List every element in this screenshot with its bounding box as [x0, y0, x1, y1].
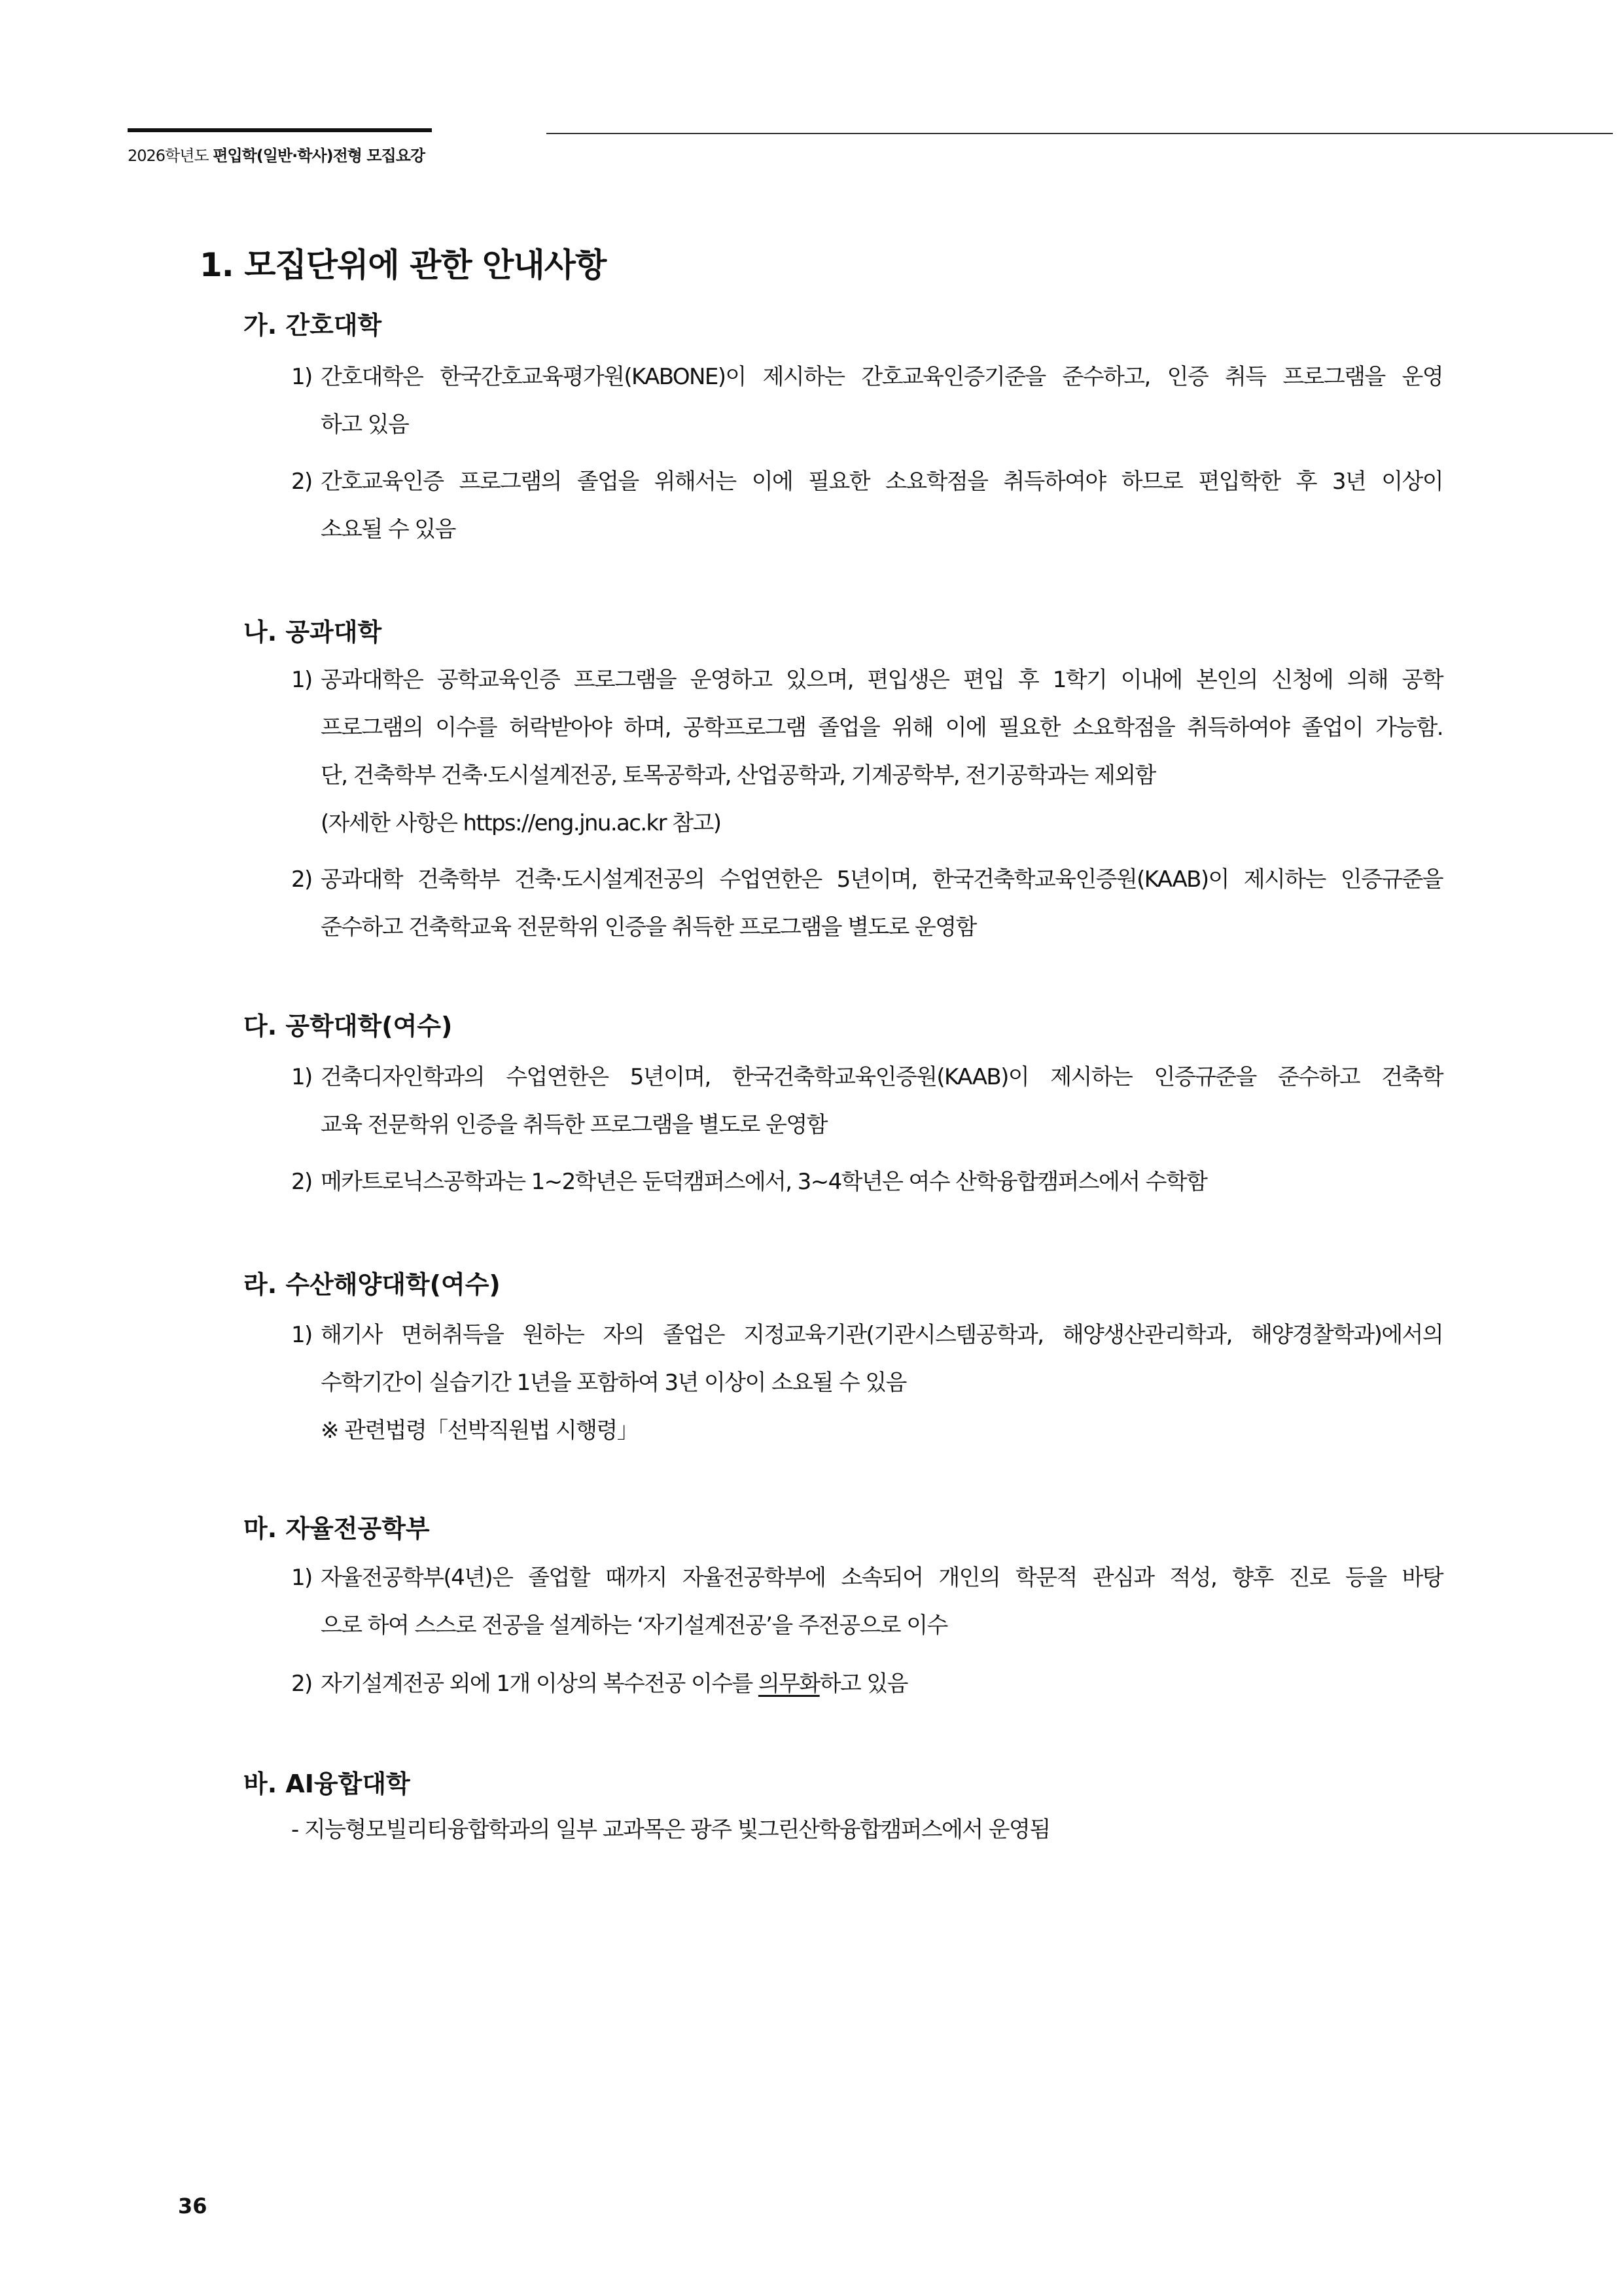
- item-line: 단, 건축학부 건축·도시설계전공, 토목공학과, 산업공학과, 기계공학부, 전기공학과는 제외함: [321, 762, 1156, 789]
- ai-convergence-note: - 지능형모빌리티융합학과의 일부 교과목은 광주 빛그린산학융합캠퍼스에서 운영됨: [291, 1817, 1050, 1843]
- item-line: 하고 있음: [321, 412, 409, 438]
- item-line: 준수하고 건축학교육 전문학위 인증을 취득한 프로그램을 별도로 운영함: [321, 914, 976, 940]
- yeosu-engineering-item-2: [291, 1158, 1443, 1206]
- item-line: 메카트로닉스공학과는 1~2학년은 둔덕캠퍼스에서, 3~4학년은 여수 산학융합캠퍼스에서 수학함: [321, 1169, 1207, 1195]
- item-line: 건축디자인학과의 수업연한은 5년이며, 한국건축학교육인증원(KAAB)이 제시하는 인증규준을 준수하고 건축학: [321, 1064, 1443, 1090]
- item-line: 소요될 수 있음: [321, 516, 455, 543]
- item-line: 공과대학은 공학교육인증 프로그램을 운영하고 있으며, 편입생은 편입 후 1학기 이내에 본인의 신청에 의해 공학: [321, 667, 1443, 693]
- item-number: 2): [291, 866, 312, 893]
- item-line: 프로그램의 이수를 허락받아야 하며, 공학프로그램 졸업을 위해 이에 필요한 소요학점을 취득하여야 졸업이 가능함.: [321, 715, 1443, 741]
- section-title-engineering: 나. 공과대학: [243, 618, 382, 647]
- page-number: 36: [178, 2194, 207, 2218]
- item-number: 2): [291, 1671, 312, 1697]
- fisheries-item-1: [291, 1311, 1443, 1455]
- section-title-ai-convergence: 바. AI융합대학: [243, 1770, 410, 1798]
- running-header: [128, 143, 425, 166]
- liberal-studies-item-2: [291, 1660, 1443, 1708]
- item-line: (자세한 사항은 https://eng.jnu.ac.kr 참고): [321, 810, 721, 836]
- yeosu-engineering-item-1: [291, 1054, 1443, 1149]
- section-title-liberal-studies: 마. 자율전공학부: [243, 1514, 430, 1543]
- item-line: 수학기간이 실습기간 1년을 포함하여 3년 이상이 소요될 수 있음: [321, 1370, 906, 1396]
- item-line: 공과대학 건축학부 건축·도시설계전공의 수업연한은 5년이며, 한국건축학교육인증원(KAAB)이 제시하는 인증규준을: [321, 866, 1443, 893]
- item-number: 1): [291, 667, 312, 693]
- item-line: 간호교육인증 프로그램의 졸업을 위해서는 이에 필요한 소요학점을 취득하여야 하므로 편입학한 후 3년 이상이: [321, 469, 1443, 495]
- item-line: 자율전공학부(4년)은 졸업할 때까지 자율전공학부에 소속되어 개인의 학문적 관심과 적성, 향후 진로 등을 바탕: [321, 1565, 1443, 1591]
- item-line: [321, 1660, 1443, 1708]
- item-number: 1): [291, 1064, 312, 1090]
- item-line: 교육 전문학위 인증을 취득한 프로그램을 별도로 운영함: [321, 1112, 827, 1138]
- engineering-item-1: [291, 656, 1443, 847]
- item-line: 으로 하여 스스로 전공을 설계하는 ‘자기설계전공’을 주전공으로 이수: [321, 1612, 947, 1639]
- liberal-studies-item-1: [291, 1554, 1443, 1650]
- section-title-yeosu-engineering: 다. 공학대학(여수): [243, 1012, 453, 1041]
- item-number: 1): [291, 1322, 312, 1348]
- page-title: 1. 모집단위에 관한 안내사항: [200, 246, 607, 284]
- item-number: 2): [291, 469, 312, 495]
- item-number: 2): [291, 1169, 312, 1195]
- header-accent-bar: [128, 128, 432, 132]
- item-number: 1): [291, 364, 312, 390]
- item-line: 간호대학은 한국간호교육평가원(KABONE)이 제시하는 간호교육인증기준을 준수하고, 인증 취득 프로그램을 운영: [321, 364, 1443, 390]
- nursing-item-2: [291, 458, 1443, 554]
- item-number: 1): [291, 1565, 312, 1591]
- header-year: 2026학년도: [128, 147, 209, 165]
- law-reference-note: ※ 관련법령「선박직원법 시행령」: [321, 1417, 639, 1444]
- underlined-term: 의무화: [758, 1671, 820, 1697]
- engineering-item-2: [291, 856, 1443, 952]
- header-rule: [546, 133, 1613, 134]
- nursing-item-1: [291, 353, 1443, 449]
- section-title-fisheries: 라. 수산해양대학(여수): [243, 1270, 501, 1299]
- item-text: 자기설계전공 외에 1개 이상의 복수전공 이수를: [321, 1671, 758, 1697]
- section-title-nursing: 가. 간호대학: [243, 311, 382, 340]
- item-line: 해기사 면허취득을 원하는 자의 졸업은 지정교육기관(기관시스템공학과, 해양생산관리학과, 해양경찰학과)에서의: [321, 1322, 1443, 1348]
- item-text: 하고 있음: [819, 1671, 908, 1697]
- header-title: 편입학(일반·학사)전형 모집요강: [213, 147, 425, 165]
